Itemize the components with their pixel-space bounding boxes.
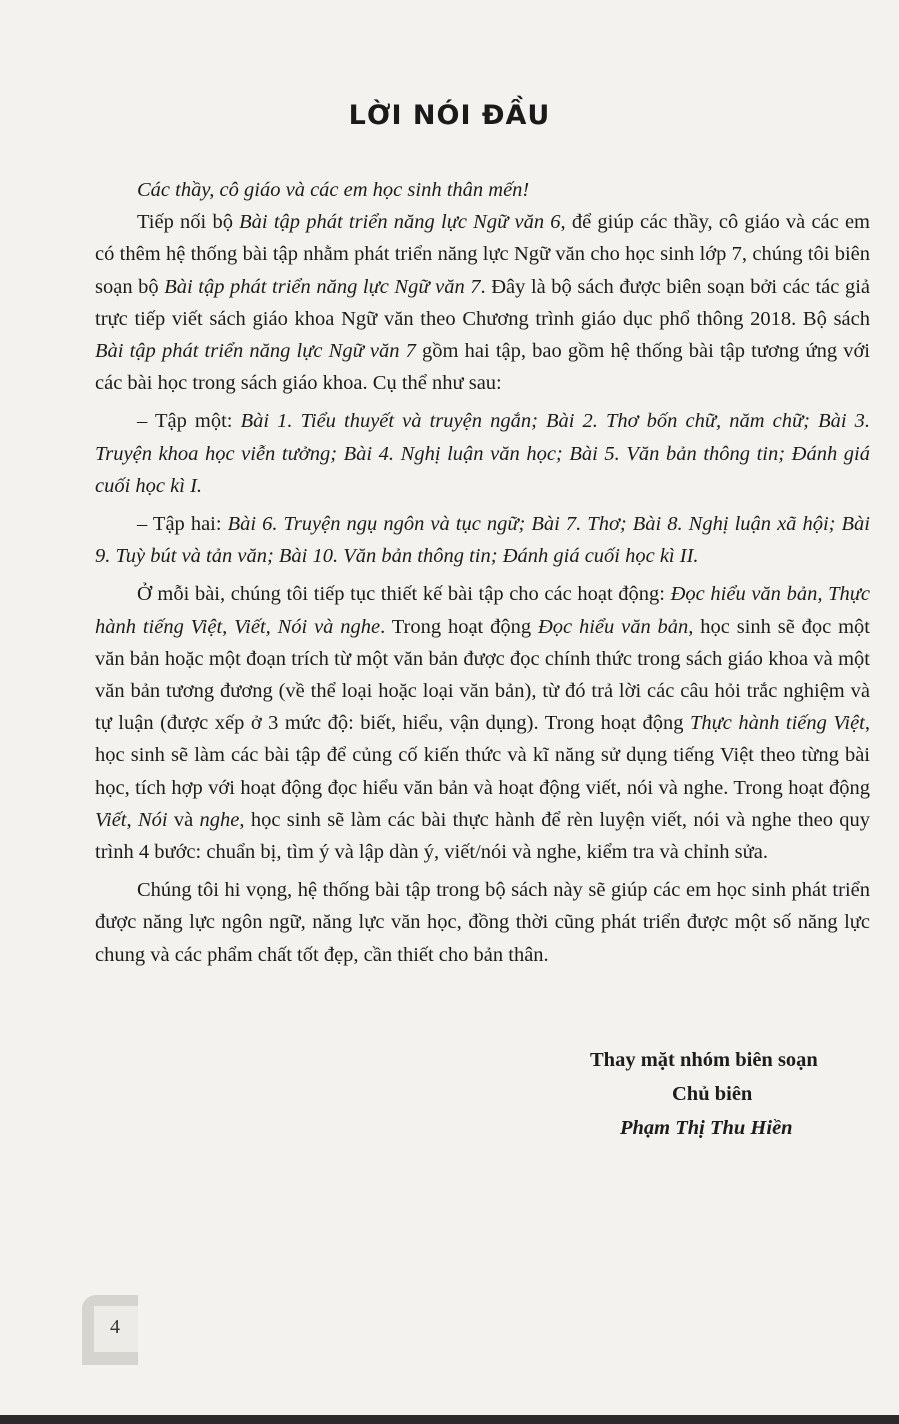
signature-block xyxy=(560,1043,880,1145)
italic-run: Đọc hiểu văn bản, Thực hành tiếng Việt, Viết, Nói và nghe xyxy=(95,583,871,638)
text-run: . Đây là bộ sách được biên soạn bởi các tác giả trực tiếp viết sách giáo khoa Ngữ văn theo Chương trình giáo dục phổ thông 2018. Bộ sách xyxy=(95,275,870,330)
paragraph-closing: Chúng tôi hi vọng, hệ thống bài tập trong bộ sách này sẽ giúp các em học sinh phát triển được năng lực ngôn ngữ, năng lực văn học, đồng thời cũng phát triển được một số năng lực chung và các phẩm chất tốt đẹp, cần thiết cho bản thân. xyxy=(95,879,870,966)
italic-run: Bài 6. Truyện ngụ ngôn và tục ngữ; Bài 7. Thơ; Bài 8. Nghị luận xã hội; Bài 9. Tuỳ bút và tản văn; Bài 10. Văn bản thông tin; Đánh giá cuối học kì II. xyxy=(95,513,870,568)
body-text xyxy=(95,174,870,971)
italic-run: Bài tập phát triển năng lực Ngữ văn 7 xyxy=(164,275,481,298)
italic-run: nghe xyxy=(199,808,240,831)
page-title: LỜI NÓI ĐẦU xyxy=(348,100,551,131)
page-number: 4 xyxy=(110,1316,120,1338)
signature-name: Phạm Thị Thu Hiền xyxy=(620,1117,793,1139)
italic-run: Thực hành tiếng Việt xyxy=(689,712,865,735)
text-run: . Trong hoạt động xyxy=(380,615,538,638)
signature-line-role: Chủ biên xyxy=(672,1083,753,1105)
greeting: Các thầy, cô giáo và các em học sinh thân mến! xyxy=(137,179,530,201)
text-run: – Tập hai: xyxy=(137,513,228,536)
text-run: và xyxy=(167,808,200,831)
paragraph-volume-two xyxy=(95,508,870,572)
italic-run: Bài 1. Tiểu thuyết và truyện ngắn; Bài 2. Thơ bốn chữ, năm chữ; Bài 3. Truyện khoa học viễn tưởng; Bài 4. Nghị luận văn học; Bài 5. Văn bản thông tin; Đánh giá cuối học kì I. xyxy=(95,410,870,497)
italic-run: Nói xyxy=(137,808,168,831)
italic-run: Viết xyxy=(95,808,127,831)
paragraph-activities xyxy=(95,578,870,868)
signature-line-group: Thay mặt nhóm biên soạn xyxy=(590,1049,818,1071)
italic-run: Đọc hiểu văn bản xyxy=(537,615,689,638)
paragraph-volume-one xyxy=(95,405,870,502)
text-run: – Tập một: xyxy=(137,410,241,433)
text-run: , học sinh sẽ làm các bài tập để củng cố kiến thức và kĩ năng sử dụng tiếng Việt theo từng bài học, tích hợp với hoạt động đọc hiểu văn bản và hoạt động viết, nói và nghe. Trong hoạt động xyxy=(95,712,870,799)
text-run: , xyxy=(126,808,138,831)
text-run: Ở mỗi bài, chúng tôi tiếp tục thiết kế bài tập cho các hoạt động: xyxy=(137,583,671,606)
italic-run: Bài tập phát triển năng lực Ngữ văn 6 xyxy=(239,211,561,234)
italic-run: Bài tập phát triển năng lực Ngữ văn 7 xyxy=(95,340,416,363)
text-run: gồm hai tập, bao gồm hệ thống bài tập tương ứng với các bài học trong sách giáo khoa. Cụ thể như sau: xyxy=(95,340,870,395)
text-run: , để giúp các thầy, cô giáo và các em có thêm hệ thống bài tập nhằm phát triển năng lực Ngữ văn cho học sinh lớp 7, chúng tôi biên soạn bộ xyxy=(95,211,870,298)
text-run: Tiếp nối bộ xyxy=(137,211,240,234)
paragraph-intro xyxy=(95,206,870,399)
text-run: , học sinh sẽ làm các bài thực hành để rèn luyện viết, nói và nghe theo quy trình 4 bước: chuẩn bị, tìm ý và lập dàn ý, viết/nói và nghe, kiểm tra và chỉnh sửa. xyxy=(95,808,871,864)
text-run: , học sinh sẽ đọc một văn bản hoặc một đoạn trích từ một văn bản được đọc chính thức trong sách giáo khoa và một văn bản tương đương (về thể loại hoặc loại văn bản), từ đó trả lời các câu hỏi trắc nghiệm và tự luận (được xếp ở 3 mức độ: biết, hiểu, vận dụng). Trong hoạt động xyxy=(95,615,870,735)
bottom-edge xyxy=(0,1415,899,1424)
